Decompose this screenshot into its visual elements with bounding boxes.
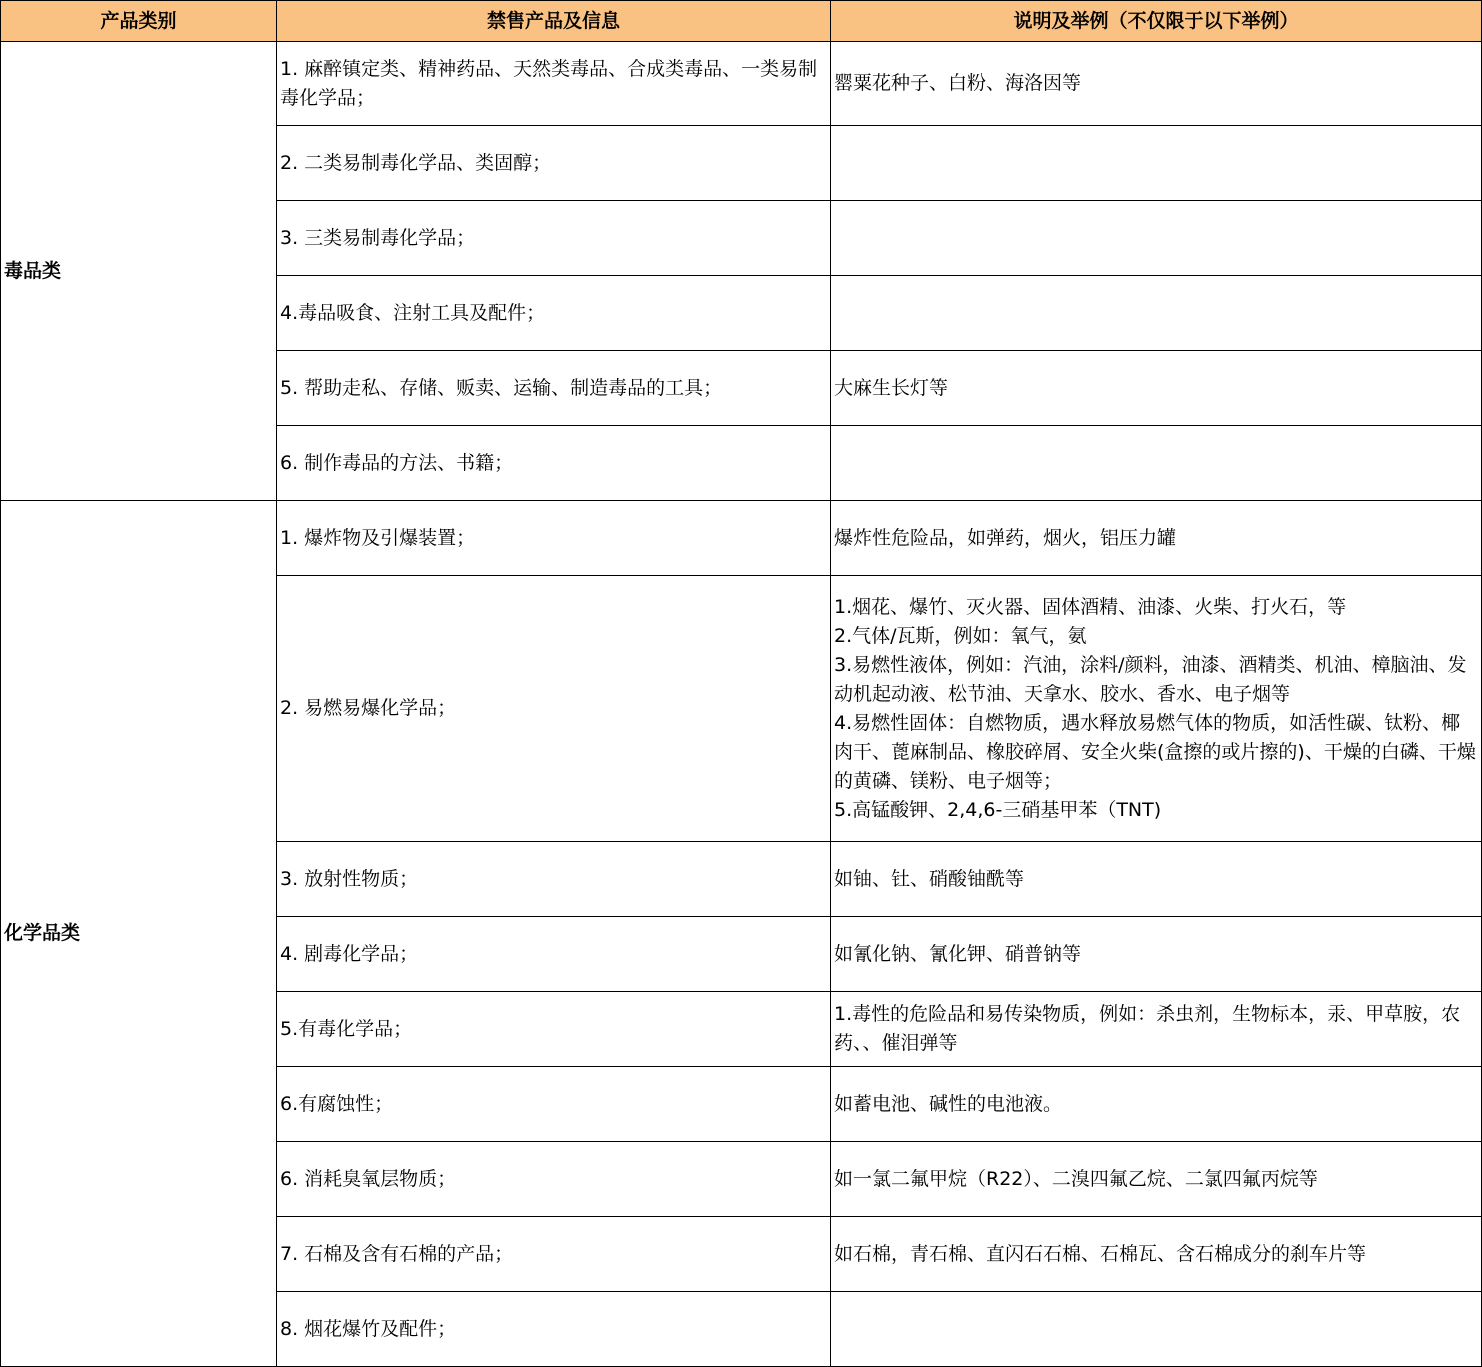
example-cell [831, 201, 1482, 276]
example-cell: 1.烟花、爆竹、灭火器、固体酒精、油漆、火柴、打火石，等 2.气体/瓦斯，例如：氧气，氨 3.易燃性液体，例如：汽油，涂料/颜料，油漆、酒精类、机油、樟脑油、发动机起动液、松节油、天拿水、胶水、香水、电子烟等 4.易燃性固体：自燃物质，遇水释放易燃气体的物质，如活性碳、钛粉、椰肉干、蓖麻制品、橡胶碎屑、安全火柴(盒擦的或片擦的)、干燥的白磷、干燥的黄磷、镁粉、电子烟等； 5.高锰酸钾、2,4,6-三硝基甲苯（TNT) [831, 576, 1482, 842]
item-cell: 2. 易燃易爆化学品； [277, 576, 831, 842]
category-chemicals: 化学品类 [1, 501, 277, 1367]
item-cell: 6. 制作毒品的方法、书籍； [277, 426, 831, 501]
example-cell: 罂粟花种子、白粉、海洛因等 [831, 42, 1482, 126]
example-cell: 如蓄电池、碱性的电池液。 [831, 1067, 1482, 1142]
item-cell: 2. 二类易制毒化学品、类固醇； [277, 126, 831, 201]
example-cell: 如铀、钍、硝酸铀酰等 [831, 842, 1482, 917]
table-header-row [1, 1, 1482, 42]
item-cell: 6.有腐蚀性； [277, 1067, 831, 1142]
header-examples: 说明及举例（不仅限于以下举例） [831, 1, 1482, 42]
item-cell: 5.有毒化学品； [277, 992, 831, 1067]
item-cell: 4. 剧毒化学品； [277, 917, 831, 992]
header-prohibited-items: 禁售产品及信息 [277, 1, 831, 42]
item-cell: 1. 爆炸物及引爆装置； [277, 501, 831, 576]
category-drugs: 毒品类 [1, 42, 277, 501]
example-cell: 爆炸性危险品，如弹药，烟火，铝压力罐 [831, 501, 1482, 576]
example-cell [831, 276, 1482, 351]
item-cell: 4.毒品吸食、注射工具及配件； [277, 276, 831, 351]
item-cell: 8. 烟花爆竹及配件； [277, 1292, 831, 1367]
example-cell: 如氰化钠、氰化钾、硝普钠等 [831, 917, 1482, 992]
table-row [1, 42, 1482, 126]
item-cell: 3. 放射性物质； [277, 842, 831, 917]
example-cell: 大麻生长灯等 [831, 351, 1482, 426]
item-cell: 7. 石棉及含有石棉的产品； [277, 1217, 831, 1292]
example-cell: 如一氯二氟甲烷（R22）、二溴四氟乙烷、二氯四氟丙烷等 [831, 1142, 1482, 1217]
item-cell: 5. 帮助走私、存储、贩卖、运输、制造毒品的工具； [277, 351, 831, 426]
item-cell: 3. 三类易制毒化学品； [277, 201, 831, 276]
example-cell: 如石棉，青石棉、直闪石石棉、石棉瓦、含石棉成分的刹车片等 [831, 1217, 1482, 1292]
example-cell: 1.毒性的危险品和易传染物质，例如：杀虫剂，生物标本，汞、甲草胺，农药、、催泪弹等 [831, 992, 1482, 1067]
table-row [1, 501, 1482, 576]
example-cell [831, 1292, 1482, 1367]
item-cell: 6. 消耗臭氧层物质； [277, 1142, 831, 1217]
example-cell [831, 126, 1482, 201]
example-cell [831, 426, 1482, 501]
item-cell: 1. 麻醉镇定类、精神药品、天然类毒品、合成类毒品、一类易制毒化学品； [277, 42, 831, 126]
header-category: 产品类别 [1, 1, 277, 42]
